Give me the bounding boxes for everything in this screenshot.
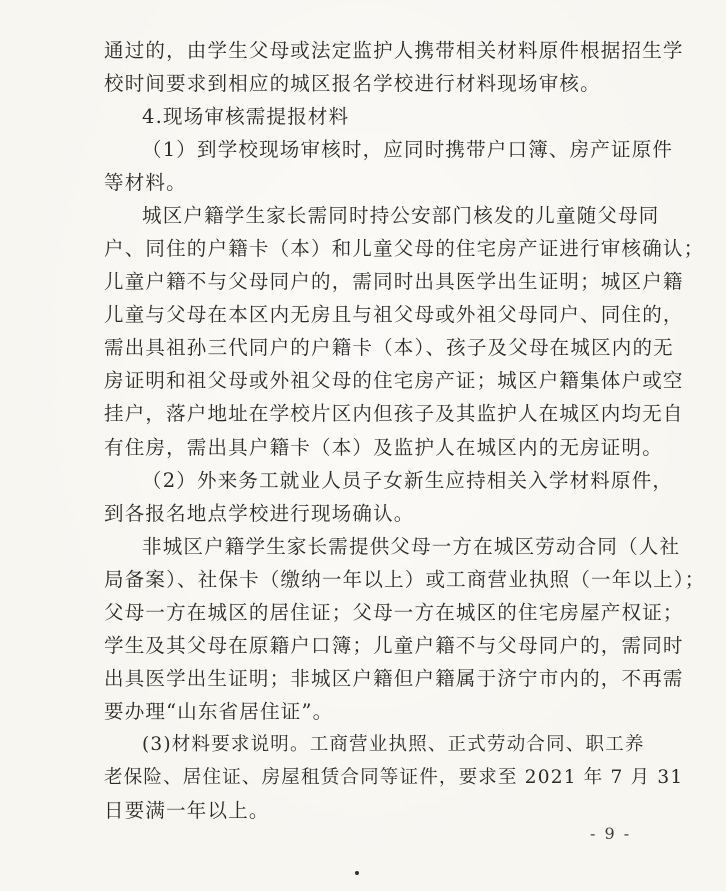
paragraph-line: 有住房，需出具户籍卡（本）及监护人在城区内的无房证明。: [104, 436, 663, 459]
paragraph-line: 房证明和祖父母或外祖父母的住宅房产证；城区户籍集体户或空: [104, 369, 684, 392]
paragraph-line: 日要满一年以上。: [104, 799, 270, 822]
paragraph-line: 城区户籍学生家长需同时持公安部门核发的儿童随父母同: [142, 204, 660, 227]
paragraph-line: 通过的，由学生父母或法定监护人携带相关材料原件根据招生学: [104, 39, 684, 62]
page-number: - 9 -: [590, 824, 632, 843]
paragraph-line: 儿童户籍不与父母同户的，需同时出具医学出生证明；城区户籍: [104, 270, 684, 293]
paragraph-line: （2）外来务工就业人员子女新生应持相关入学材料原件，: [142, 469, 674, 492]
paragraph-line: (3)材料要求说明。工商营业执照、正式劳动合同、职工养: [142, 734, 645, 755]
paragraph-line: 户、同住的户籍卡（本）和儿童父母的住宅房产证进行审核确认；: [104, 237, 705, 260]
paragraph-line: 等材料。: [104, 171, 187, 194]
scan-mark: [355, 871, 359, 875]
section-heading: 4.现场审核需提报材料: [142, 105, 350, 128]
paragraph-line: 局备案）、社保卡（缴纳一年以上）或工商营业执照（一年以上）；: [104, 568, 706, 591]
paragraph-line: 学生及其父母在原籍户口簿；儿童户籍不与父母同户的，需同时: [104, 634, 684, 657]
paragraph-line: 非城区户籍学生家长需提供父母一方在城区劳动合同（人社: [142, 535, 681, 558]
paragraph-line: 校时间要求到相应的城区报名学校进行材料现场审核。: [104, 72, 601, 95]
paragraph-line: （1）到学校现场审核时，应同时携带户口簿、房产证原件: [142, 138, 674, 161]
paragraph-line: 需出具祖孙三代同户的户籍卡（本）、孩子及父母在城区内的无: [104, 336, 674, 359]
paragraph-line: 要办理“山东省居住证”。: [104, 700, 334, 723]
paragraph-line: 到各报名地点学校进行现场确认。: [104, 502, 415, 525]
paragraph-line: 出具医学出生证明；非城区户籍但户籍属于济宁市内的，不再需: [104, 667, 684, 690]
paragraph-line: 父母一方在城区的居住证；父母一方在城区的住宅房屋产权证；: [104, 601, 684, 624]
paragraph-line: 老保险、居住证、房屋租赁合同等证件，要求至 2021 年 7 月 31: [104, 767, 684, 788]
paragraph-line: 挂户，落户地址在学校片区内但孩子及其监护人在城区内均无自: [104, 402, 684, 425]
paragraph-line: 儿童与父母在本区内无房且与祖父母或外祖父母同户、同住的，: [104, 303, 684, 326]
